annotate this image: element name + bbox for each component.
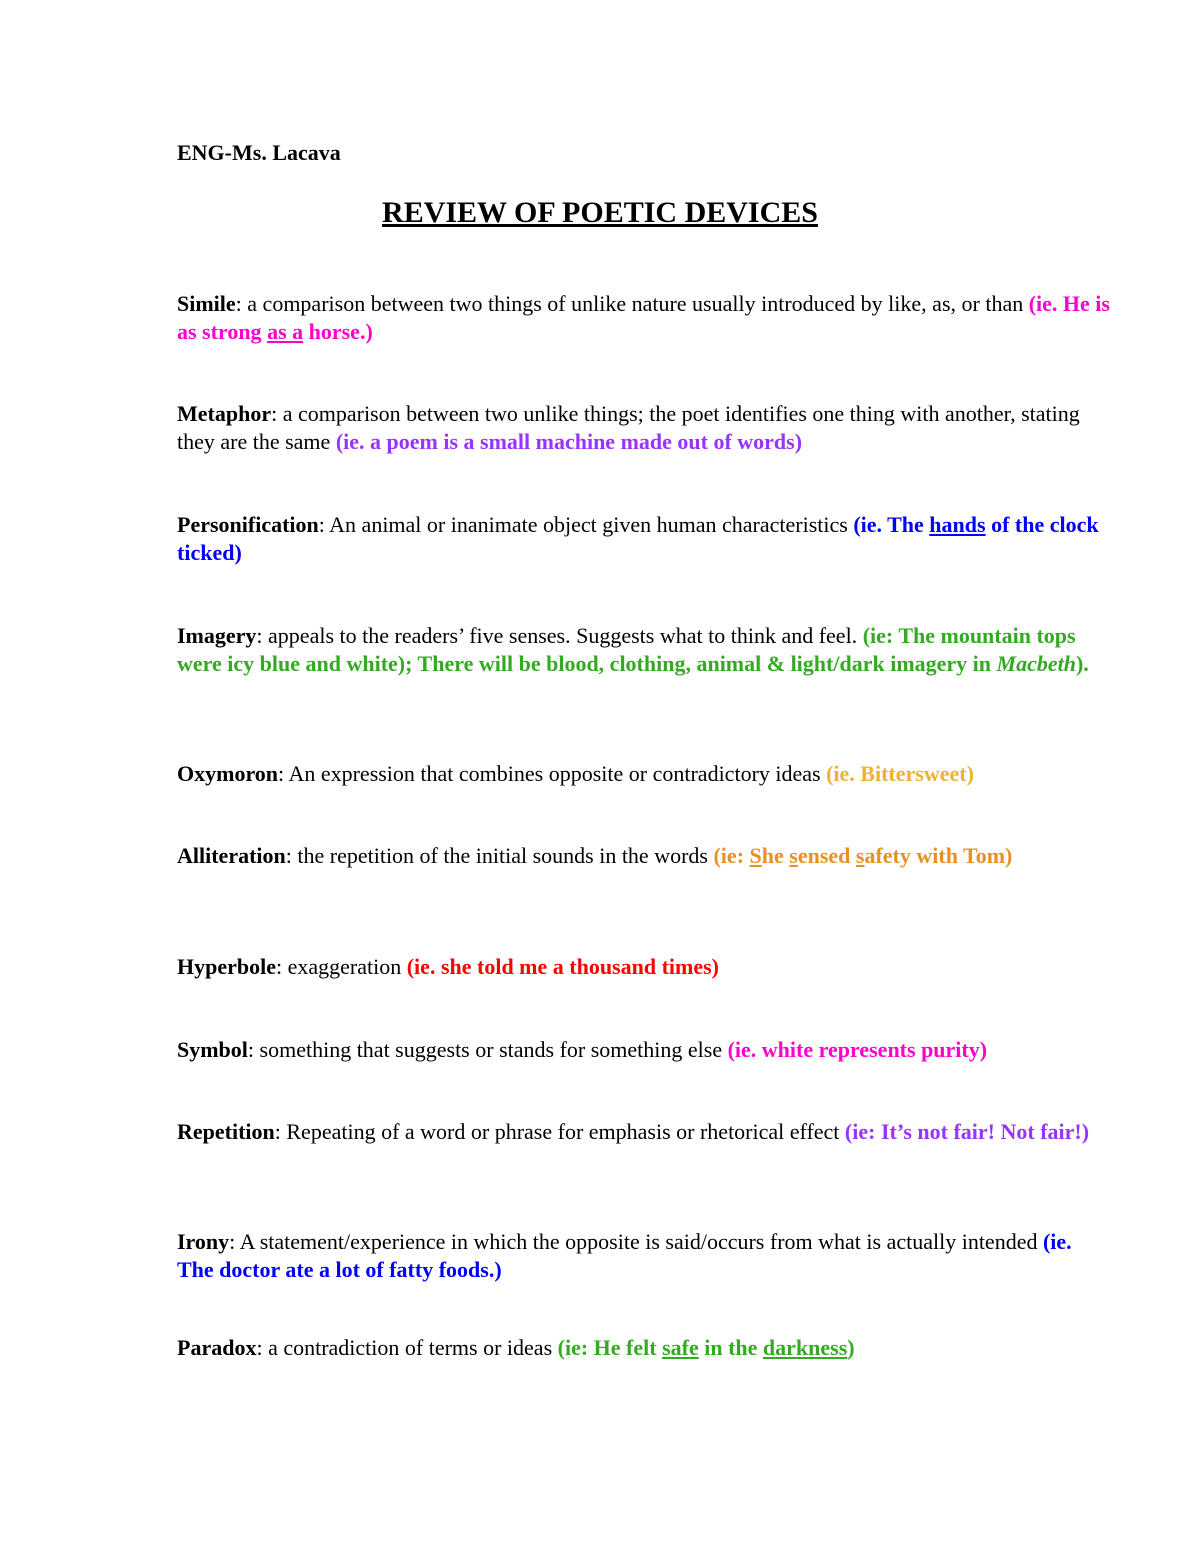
definition-irony: : A statement/experience in which the opposite is said/occurs from what is actually intended [229, 1229, 1043, 1254]
example-repetition: (ie: It’s not fair! Not fair!) [844, 1119, 1090, 1144]
definition-oxymoron: : An expression that combines opposite or contradictory ideas [278, 761, 827, 786]
definition-paradox: : a contradiction of terms or ideas [256, 1335, 558, 1360]
entry-metaphor [177, 400, 1112, 456]
term-personification: Personification [177, 512, 319, 537]
entry-repetition [177, 1118, 1112, 1146]
entry-personification [177, 511, 1112, 567]
example-imagery: (ie: The mountain tops were icy blue and white); There will be blood, clothing, animal & light/dark imagery in Macbeth). [177, 623, 1089, 676]
definition-repetition: : Repeating of a word or phrase for emphasis or rhetorical effect [274, 1119, 845, 1144]
example-oxymoron: (ie. Bittersweet) [826, 761, 974, 786]
entry-symbol [177, 1036, 1112, 1064]
term-hyperbole: Hyperbole [177, 954, 276, 979]
term-oxymoron: Oxymoron [177, 761, 279, 786]
course-header: ENG-Ms. Lacava [177, 140, 341, 165]
term-symbol: Symbol [177, 1037, 248, 1062]
term-paradox: Paradox [177, 1335, 257, 1360]
example-hyperbole: (ie. she told me a thousand times) [406, 954, 720, 979]
term-alliteration: Alliteration [177, 843, 286, 868]
definition-imagery: : appeals to the readers’ five senses. Suggests what to think and feel. [256, 623, 863, 648]
definition-hyperbole: : exaggeration [276, 954, 407, 979]
entry-irony [177, 1228, 1112, 1284]
example-simile: (ie. He is as strong as a horse.) [177, 291, 1110, 344]
example-alliteration: (ie: She sensed safety with Tom) [713, 843, 1013, 868]
definition-personification: : An animal or inanimate object given human characteristics [318, 512, 854, 537]
example-personification: (ie. The hands of the clock ticked) [177, 512, 1099, 565]
entry-paradox [177, 1334, 1112, 1362]
entry-alliteration [177, 842, 1112, 870]
example-symbol: (ie. white represents purity) [727, 1037, 988, 1062]
term-simile: Simile [177, 291, 236, 316]
example-irony: (ie. The doctor ate a lot of fatty foods.) [177, 1229, 1072, 1282]
entry-simile [177, 290, 1112, 346]
term-imagery: Imagery [177, 623, 257, 648]
term-metaphor: Metaphor [177, 401, 272, 426]
term-repetition: Repetition [177, 1119, 275, 1144]
definition-simile: : a comparison between two things of unlike nature usually introduced by like, as, or than [235, 291, 1029, 316]
entry-imagery [177, 622, 1112, 678]
term-irony: Irony [177, 1229, 230, 1254]
definition-alliteration: : the repetition of the initial sounds in the words [285, 843, 714, 868]
definition-symbol: : something that suggests or stands for something else [247, 1037, 728, 1062]
entry-hyperbole [177, 953, 1112, 981]
example-paradox: (ie: He felt safe in the darkness) [557, 1335, 855, 1360]
example-metaphor: (ie. a poem is a small machine made out of words) [335, 429, 803, 454]
definition-metaphor: : a comparison between two unlike things; the poet identifies one thing with another, stating they are the same [177, 401, 1080, 454]
entry-oxymoron [177, 760, 1112, 788]
page-title: REVIEW OF POETIC DEVICES [382, 196, 818, 229]
